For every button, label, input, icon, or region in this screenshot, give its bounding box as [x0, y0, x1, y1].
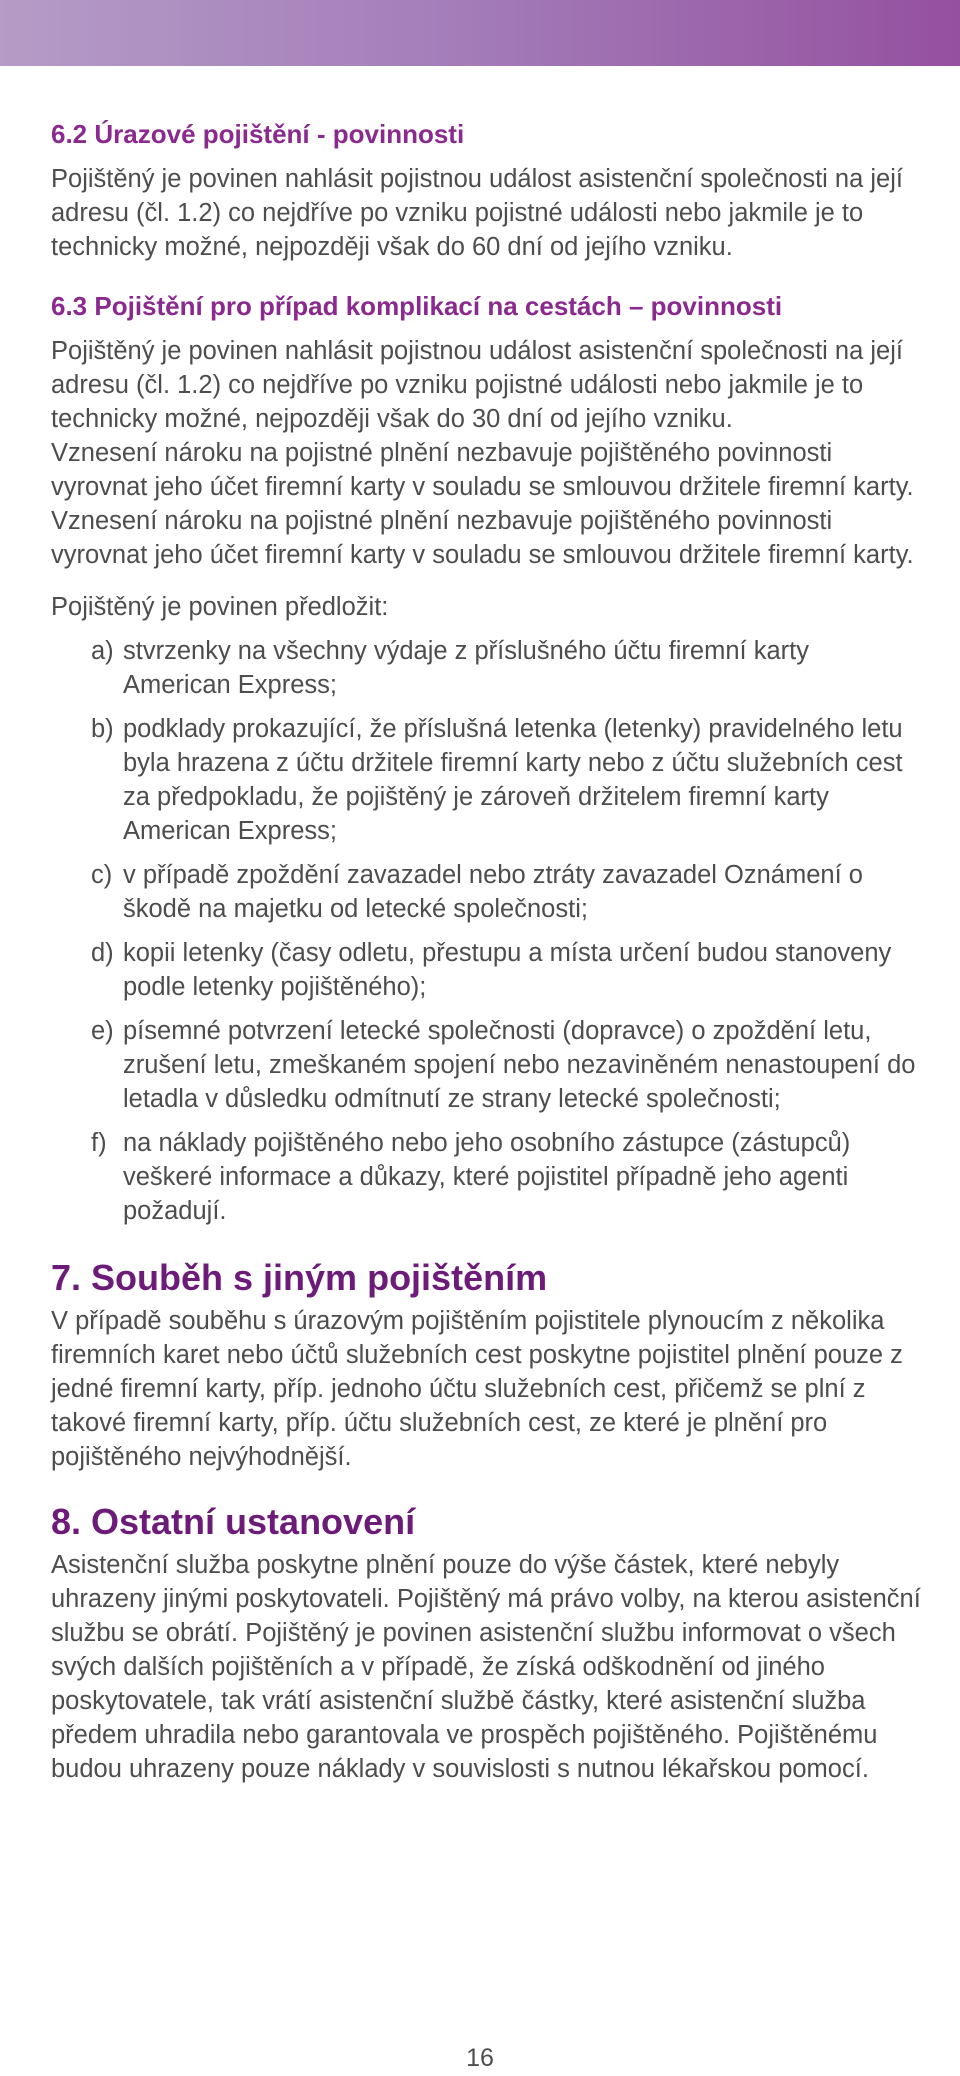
list-marker: d) [91, 939, 114, 967]
list-marker: b) [91, 715, 114, 743]
list-item [51, 634, 921, 702]
page-number: 16 [466, 2044, 494, 2072]
header-color-band [0, 0, 960, 66]
section-8-title: 8. Ostatní ustanovení [51, 1501, 416, 1542]
list-item [51, 1014, 921, 1116]
list-item [51, 712, 921, 848]
section-8 [51, 1500, 921, 1786]
list-intro: Pojištěný je povinen předložit: [51, 593, 389, 621]
list-item [51, 936, 921, 1004]
section-6-2-title: 6.2 Úrazové pojištění - povinnosti [51, 119, 465, 149]
list-marker: e) [91, 1017, 114, 1045]
required-documents-list [51, 634, 921, 1228]
section-7 [51, 1256, 921, 1474]
list-item-text: podklady prokazující, že příslušná letenka (letenky) pravidelného letu byla hrazena z účtu držitele firemní karty nebo z účtu služebních cest za předpokladu, že pojištěný je zároveň držitelem firemní karty American Express; [123, 715, 903, 845]
section-6-2-text: Pojištěný je povinen nahlásit pojistnou událost asistenční společnosti na její adresu (čl. 1.2) co nejdříve po vzniku pojistné události nebo jakmile je to technicky možné, nejpozději však do 60 dní od jejího vzniku. [51, 165, 903, 261]
section-6-3-text-2: Vznesení nároku na pojistné plnění nezbavuje pojištěného povinnosti vyrovnat jeho účet firemní karty v souladu se smlouvou držitele firemní karty. Vznesení nároku na pojistné plnění nezbavuje pojištěného povinnosti vyrovnat jeho účet firemní karty v souladu se smlouvou držitele firemní karty. [51, 439, 914, 569]
list-item-text: na náklady pojištěného nebo jeho osobního zástupce (zástupců) veškeré informace a důkazy, které pojistitel případně jeho agenti požadují. [123, 1129, 851, 1225]
section-7-text: V případě souběhu s úrazovým pojištěním pojistitele plynoucím z několika firemních karet nebo účtů služebních cest poskytne pojistitel plnění pouze z jedné firemní karty, příp. jednoho účtu služebních cest, přičemž se plní z takové firemní karty, příp. účtu služebních cest, ze které je plnění pro pojištěného nejvýhodnější. [51, 1307, 903, 1471]
section-7-title: 7. Souběh s jiným pojištěním [51, 1257, 548, 1298]
list-marker: f) [91, 1129, 107, 1157]
list-item [51, 858, 921, 926]
section-6-3-text-1: Pojištěný je povinen nahlásit pojistnou událost asistenční společnosti na její adresu (čl. 1.2) co nejdříve po vzniku pojistné události nebo jakmile je to technicky možné, nejpozději však do 30 dní od jejího vzniku. [51, 337, 903, 433]
section-6-3-title: 6.3 Pojištění pro případ komplikací na cestách – povinnosti [51, 291, 783, 321]
list-item-text: písemné potvrzení letecké společnosti (dopravce) o zpoždění letu, zrušení letu, zmeškaném spojení nebo nezaviněném nenastoupení do letadla v důsledku odmítnutí ze strany letecké společnosti; [123, 1017, 916, 1113]
list-item-text: stvrzenky na všechny výdaje z příslušného účtu firemní karty American Express; [123, 637, 809, 699]
document-body [51, 118, 921, 1786]
list-marker: a) [91, 637, 114, 665]
section-6-3 [51, 290, 921, 1228]
list-marker: c) [91, 861, 113, 889]
section-6-2 [51, 118, 921, 264]
list-item-text: v případě zpoždění zavazadel nebo ztráty zavazadel Oznámení o škodě na majetku od letecké společnosti; [123, 861, 863, 923]
section-8-text: Asistenční služba poskytne plnění pouze do výše částek, které nebyly uhrazeny jinými poskytovateli. Pojištěný má právo volby, na kterou asistenční službu se obrátí. Pojištěný je povinen asistenční službu informovat o všech svých dalších pojištěních a v případě, že získá odškodnění od jiného poskytovatele, tak vrátí asistenční službě částky, které asistenční služba předem uhradila nebo garantovala ve prospěch pojištěného. Pojištěnému budou uhrazeny pouze náklady v souvislosti s nutnou lékařskou pomocí. [51, 1551, 921, 1783]
list-item-text: kopii letenky (časy odletu, přestupu a místa určení budou stanoveny podle letenky pojištěného); [123, 939, 892, 1001]
list-item [51, 1126, 921, 1228]
